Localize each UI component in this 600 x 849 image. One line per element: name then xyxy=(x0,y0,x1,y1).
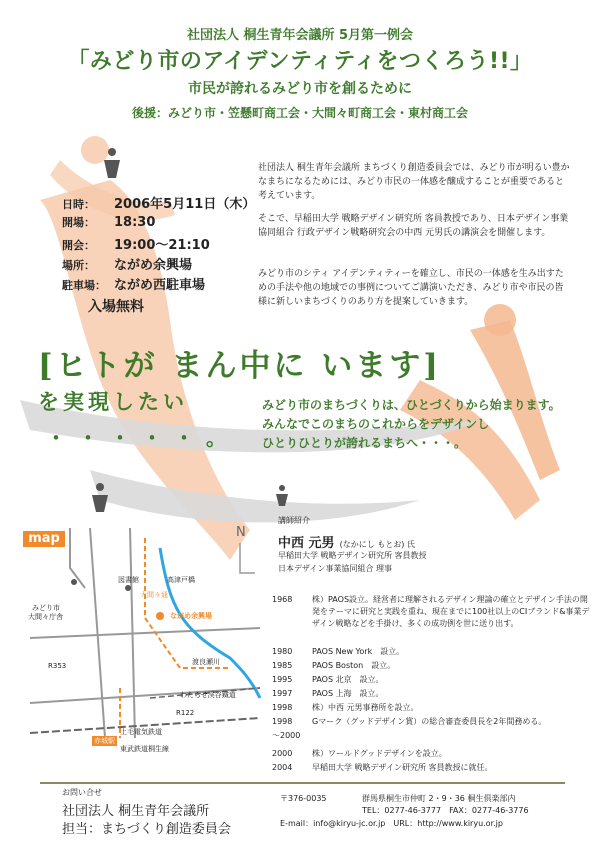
sponsors: 後援：みどり市・笠懸町商工会・大間々町商工会・東村商工会 xyxy=(131,106,468,120)
slogan-line-2: を実現したい xyxy=(38,389,188,414)
footer-address: 群馬県桐生市仲町 2・9・36 桐生倶楽部内 xyxy=(362,794,516,803)
history-text: 早稲田大学 戦略デザイン研究所 客員教授に就任。 xyxy=(312,763,493,772)
gray-swoosh-2 xyxy=(90,470,420,523)
history-year: 1968 xyxy=(272,595,293,604)
map-label-street: 大間々通 xyxy=(140,591,168,599)
speaker-reading: (なかにし もとお) 氏 xyxy=(339,540,415,549)
map-label-r122: R122 xyxy=(176,709,195,717)
map-label-joumou: 上毛電気鉄道 xyxy=(120,728,162,736)
history-year: ～2000 xyxy=(272,731,301,740)
slogan-message-1: みどり市のまちづくりは、ひとづくりから始まります。 xyxy=(262,398,561,412)
footer-divider xyxy=(40,782,565,784)
history-text: 株）中西 元男事務所を設立。 xyxy=(312,703,419,712)
history-text: 株）ワールドグッドデザインを設立。 xyxy=(312,749,447,758)
map-label-watarase: わたらせ渓谷鐵道 xyxy=(180,691,236,699)
speaker-name-text: 中西 元男 xyxy=(278,536,335,551)
map-label-akagi: 赤城駅 xyxy=(94,737,115,745)
start-label: 開会： xyxy=(62,239,95,252)
slogan-message-2: みんなでこのまちのこれからをデザインし xyxy=(262,417,490,431)
venue-label: 場所： xyxy=(62,259,95,272)
slogan-main: [ヒトが まん中に います] xyxy=(38,348,441,384)
intro-paragraph-1: 社団法人 桐生青年会議所 まちづくり創造委員会では、みどり市が明るい豊かなまちになるためには、みどり市民の一体感を醸成することが重要であると考えています。 xyxy=(258,163,570,201)
history-text: Gマーク（グッドデザイン賞）の総合審査委員長を2年間務める。 xyxy=(312,717,547,726)
parking-label: 駐車場： xyxy=(62,279,106,292)
map-label-office: 大間々庁舎 xyxy=(28,613,63,621)
speaker-title-2: 日本デザイン事業協同組合 理事 xyxy=(278,564,392,573)
contact-label: お問い合せ xyxy=(62,788,102,797)
history-text: PAOS New York 設立。 xyxy=(312,647,405,656)
history-year: 1995 xyxy=(272,675,293,684)
map-north: N xyxy=(236,525,246,540)
map-label-bridge: 高津戸橋 xyxy=(167,576,195,584)
map-label-river: 渡良瀬川 xyxy=(192,658,220,666)
event-date xyxy=(62,193,255,212)
history-year: 1998 xyxy=(272,703,293,712)
intro-paragraph-3: みどり市のシティ アイデンティティーを確立し、市民の一体感を生み出すための手法や他の地域での事例についてご講演いただき、みどり市や市民の皆様に新しいまちづくりのあり方を提案していきます。 xyxy=(258,269,564,307)
parking-value: ながめ西駐車場 xyxy=(114,278,206,293)
history-text: PAOS 上海 設立。 xyxy=(312,689,384,698)
footer-postal: 〒376-0035 xyxy=(280,794,327,803)
date-value: 2006年5月11日（木） xyxy=(114,197,256,212)
footer-dept: 担当：まちづくり創造委員会 xyxy=(62,822,231,837)
admission-free: 入場無料 xyxy=(88,299,144,315)
map-label-city: みどり市 xyxy=(32,604,60,612)
slogan-line-3: ・・・・・。 xyxy=(46,426,238,450)
date-label: 日時： xyxy=(62,198,95,211)
history-year: 1997 xyxy=(272,689,293,698)
history-text: 株）PAOS設立。経営者に理解されるデザイン理論の確立とデザイン手法の開発をテーマに研究と実践を重ね、現在までに100社以上のCIブランド&事業デザイン戦略などを手掛け、多くの成功例を世に送り出す。 xyxy=(312,595,590,628)
history-year: 2004 xyxy=(272,763,293,772)
history-year: 1980 xyxy=(272,647,293,656)
footer-email-url: E-mail：info@kiryu-jc.or.jp URL：http://www.kiryu.or.jp xyxy=(280,819,503,828)
map-title: map xyxy=(23,531,65,547)
venue-value: ながめ余興場 xyxy=(114,258,193,273)
event-venue xyxy=(62,254,192,273)
speaker-section-label: 講師紹介 xyxy=(278,516,310,525)
history-text: PAOS Boston 設立。 xyxy=(312,661,396,670)
footer-org: 社団法人 桐生青年会議所 xyxy=(62,804,210,819)
map-label-tobu: 東武鉄道桐生線 xyxy=(120,745,169,753)
subtitle: 市民が誇れるみどり市を創るために xyxy=(188,81,412,97)
speaker-title-1: 早稲田大学 戦略デザイン研究所 客員教授 xyxy=(278,551,427,560)
history-text: PAOS 北京 設立。 xyxy=(312,675,384,684)
slogan-message-3: ひとりひとりが誇れるまちへ・・・。 xyxy=(262,436,467,450)
event-parking xyxy=(62,274,205,293)
history-year: 1985 xyxy=(272,661,293,670)
orange-figure-left-head xyxy=(81,136,109,164)
map-label-library: 図書館 xyxy=(118,576,139,584)
speaker-name xyxy=(278,532,415,551)
organizer-line: 社団法人 桐生青年会議所 5月第一例会 xyxy=(186,28,414,43)
event-open xyxy=(62,214,155,230)
map-label-r353: R353 xyxy=(48,662,67,670)
start-value: 19:00～21:10 xyxy=(114,238,210,253)
history-year: 1998 xyxy=(272,717,293,726)
intro-paragraph-2: そこで、早稲田大学 戦略デザイン研究所 客員教授であり、日本デザイン事業協同組合 行政デザイン戦略研究会の中西 元男氏の講演会を開催します。 xyxy=(258,214,569,238)
access-map xyxy=(30,528,270,738)
footer-tel: TEL：0277-46-3777 FAX：0277-46-3776 xyxy=(362,806,529,815)
map-label-venue: ながめ余興場 xyxy=(170,612,212,620)
open-label: 開場： xyxy=(62,216,95,229)
history-year: 2000 xyxy=(272,749,293,758)
open-value: 18:30 xyxy=(114,215,156,230)
event-start xyxy=(62,234,210,253)
main-title: 「みどり市のアイデンティティをつくろう!!」 xyxy=(67,49,533,74)
